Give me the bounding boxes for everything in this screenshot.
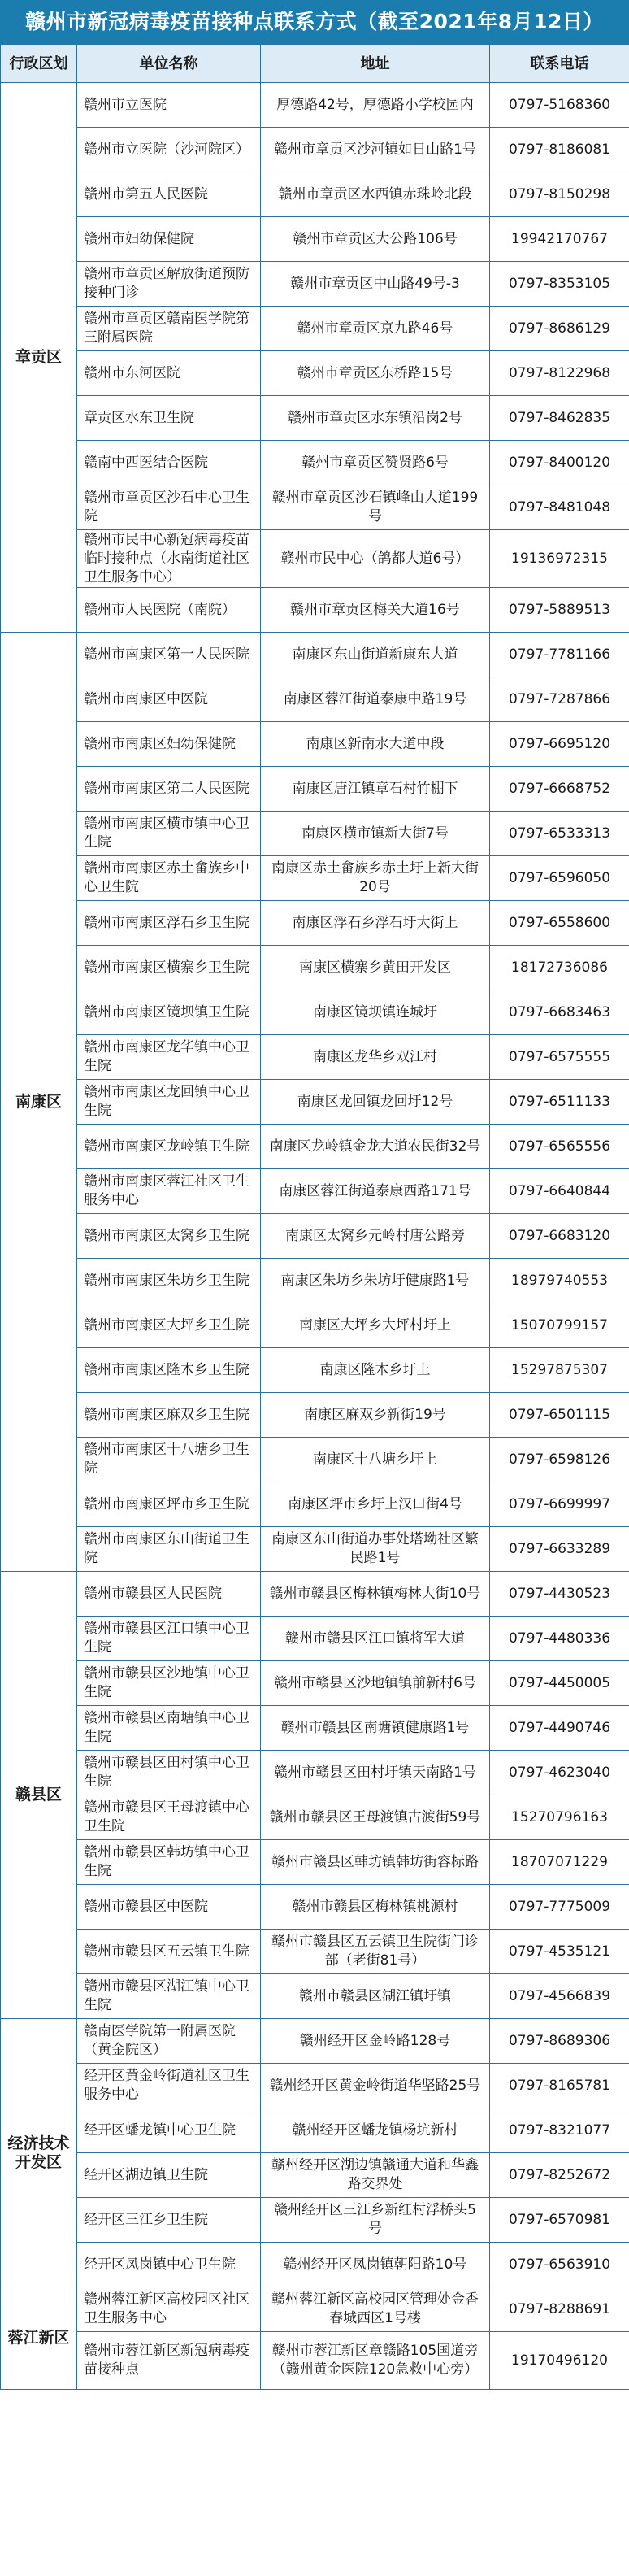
district-cell: 章贡区 xyxy=(1,83,77,633)
phone-cell: 0797-6565556 xyxy=(490,1125,629,1169)
table-row xyxy=(1,990,629,1035)
unit-cell: 赣州市赣县区田村镇中心卫生院 xyxy=(77,1751,261,1795)
unit-cell: 赣州市人民医院（南院） xyxy=(77,588,261,633)
address-cell: 赣州市赣县区王母渡镇古渡街59号 xyxy=(261,1795,490,1840)
table-row xyxy=(1,2108,629,2153)
address-cell: 南康区朱坊乡朱坊圩健康路1号 xyxy=(261,1259,490,1303)
address-cell: 赣州市赣县区田村圩镇天南路1号 xyxy=(261,1751,490,1795)
unit-cell: 赣州市南康区大坪乡卫生院 xyxy=(77,1303,261,1348)
unit-cell: 赣州市南康区太窝乡卫生院 xyxy=(77,1214,261,1259)
address-cell: 赣州市民中心（鸽都大道6号） xyxy=(261,530,490,588)
address-cell: 赣州市章贡区中山路49号-3 xyxy=(261,262,490,307)
address-cell: 赣州市章贡区沙河镇如日山路1号 xyxy=(261,128,490,172)
table-row xyxy=(1,1035,629,1080)
table-row xyxy=(1,262,629,307)
table-row xyxy=(1,2198,629,2243)
phone-cell: 15270796163 xyxy=(490,1795,629,1840)
address-cell: 赣州市章贡区赞贤路6号 xyxy=(261,441,490,485)
unit-cell: 赣州市南康区横市镇中心卫生院 xyxy=(77,812,261,856)
unit-cell: 赣州市赣县区南塘镇中心卫生院 xyxy=(77,1706,261,1751)
table-row xyxy=(1,1751,629,1795)
table-row xyxy=(1,2064,629,2108)
phone-cell: 0797-6575555 xyxy=(490,1035,629,1080)
unit-cell: 赣州市南康区龙回镇中心卫生院 xyxy=(77,1080,261,1125)
table-row xyxy=(1,1169,629,1214)
table-row xyxy=(1,677,629,722)
table-row xyxy=(1,1482,629,1527)
address-cell: 赣州市章贡区京九路46号 xyxy=(261,307,490,351)
column-header-address: 地址 xyxy=(261,45,490,83)
phone-cell: 0797-8150298 xyxy=(490,172,629,217)
unit-cell: 赣州市南康区龙岭镇卫生院 xyxy=(77,1125,261,1169)
table-header-row xyxy=(1,45,629,83)
unit-cell: 赣州市章贡区沙石中心卫生院 xyxy=(77,485,261,530)
phone-cell: 0797-4450005 xyxy=(490,1661,629,1706)
unit-cell: 赣州市章贡区赣南医学院第三附属医院 xyxy=(77,307,261,351)
table-row xyxy=(1,767,629,812)
address-cell: 赣州市章贡区大公路106号 xyxy=(261,217,490,262)
unit-cell: 赣州市南康区麻双乡卫生院 xyxy=(77,1393,261,1438)
district-cell: 经济技术开发区 xyxy=(1,2019,77,2287)
unit-cell: 赣南中西医结合医院 xyxy=(77,441,261,485)
unit-cell: 赣州市赣县区沙地镇中心卫生院 xyxy=(77,1661,261,1706)
phone-cell: 0797-8686129 xyxy=(490,307,629,351)
table-row xyxy=(1,83,629,128)
table-row xyxy=(1,812,629,856)
unit-cell: 赣州市赣县区人民医院 xyxy=(77,1572,261,1617)
phone-cell: 0797-6683120 xyxy=(490,1214,629,1259)
table-row xyxy=(1,1214,629,1259)
address-cell: 赣州经开区黄金岭街道华坚路25号 xyxy=(261,2064,490,2108)
unit-cell: 章贡区水东卫生院 xyxy=(77,396,261,441)
table-row xyxy=(1,1438,629,1482)
phone-cell: 0797-6533313 xyxy=(490,812,629,856)
unit-cell: 赣州市南康区蓉江社区卫生服务中心 xyxy=(77,1169,261,1214)
phone-cell: 0797-4535121 xyxy=(490,1930,629,1974)
unit-cell: 赣州市南康区镜坝镇卫生院 xyxy=(77,990,261,1035)
unit-cell: 赣州市赣县区中医院 xyxy=(77,1885,261,1930)
unit-cell: 赣州市南康区横寨乡卫生院 xyxy=(77,946,261,990)
phone-cell: 0797-6683463 xyxy=(490,990,629,1035)
phone-cell: 0797-6558600 xyxy=(490,901,629,946)
address-cell: 赣州经开区金岭路128号 xyxy=(261,2019,490,2064)
address-cell: 南康区横市镇新大街7号 xyxy=(261,812,490,856)
address-cell: 赣州经开区蟠龙镇杨坑新村 xyxy=(261,2108,490,2153)
unit-cell: 赣州市南康区赤土畲族乡中心卫生院 xyxy=(77,856,261,901)
address-cell: 南康区十八塘乡圩上 xyxy=(261,1438,490,1482)
unit-cell: 赣州市东河医院 xyxy=(77,351,261,396)
unit-cell: 赣州市第五人民医院 xyxy=(77,172,261,217)
unit-cell: 赣州蓉江新区高校园区社区卫生服务中心 xyxy=(77,2287,261,2332)
table-row xyxy=(1,588,629,633)
phone-cell: 0797-4490746 xyxy=(490,1706,629,1751)
unit-cell: 赣州市南康区浮石乡卫生院 xyxy=(77,901,261,946)
address-cell: 赣州市赣县区南塘镇健康路1号 xyxy=(261,1706,490,1751)
address-cell: 赣州经开区湖边镇赣通大道和华鑫路交界处 xyxy=(261,2153,490,2198)
address-cell: 赣州市赣县区梅林镇桃源村 xyxy=(261,1885,490,1930)
phone-cell: 0797-6511133 xyxy=(490,1080,629,1125)
phone-cell: 0797-4623040 xyxy=(490,1751,629,1795)
column-header-unit: 单位名称 xyxy=(77,45,261,83)
table-row xyxy=(1,1885,629,1930)
phone-cell: 0797-6563910 xyxy=(490,2243,629,2287)
table-row xyxy=(1,856,629,901)
vaccination-sites-table xyxy=(0,44,629,2390)
address-cell: 厚德路42号，厚德路小学校园内 xyxy=(261,83,490,128)
address-cell: 赣州市赣县区韩坊镇韩坊街容标路 xyxy=(261,1840,490,1885)
unit-cell: 赣州市民中心新冠病毒疫苗临时接种点（水南街道社区卫生服务中心） xyxy=(77,530,261,588)
address-cell: 南康区镜坝镇连城圩 xyxy=(261,990,490,1035)
phone-cell: 19942170767 xyxy=(490,217,629,262)
unit-cell: 赣州市赣县区江口镇中心卫生院 xyxy=(77,1617,261,1661)
phone-cell: 0797-8400120 xyxy=(490,441,629,485)
address-cell: 南康区横寨乡黄田开发区 xyxy=(261,946,490,990)
address-cell: 南康区太窝乡元岭村唐公路旁 xyxy=(261,1214,490,1259)
table-row xyxy=(1,901,629,946)
table-row xyxy=(1,2019,629,2064)
table-row xyxy=(1,530,629,588)
phone-cell: 0797-4480336 xyxy=(490,1617,629,1661)
unit-cell: 赣州市赣县区王母渡镇中心卫生院 xyxy=(77,1795,261,1840)
address-cell: 赣州经开区三江乡新红村浮桥头5号 xyxy=(261,2198,490,2243)
unit-cell: 赣州市妇幼保健院 xyxy=(77,217,261,262)
table-row xyxy=(1,946,629,990)
table-row xyxy=(1,128,629,172)
address-cell: 南康区东山街道新康东大道 xyxy=(261,633,490,677)
phone-cell: 0797-8122968 xyxy=(490,351,629,396)
phone-cell: 0797-7781166 xyxy=(490,633,629,677)
address-cell: 赣州市赣县区江口镇将军大道 xyxy=(261,1617,490,1661)
address-cell: 南康区赤土畲族乡赤土圩上新大街20号 xyxy=(261,856,490,901)
table-row xyxy=(1,1348,629,1393)
phone-cell: 0797-7775009 xyxy=(490,1885,629,1930)
unit-cell: 赣州市章贡区解放街道预防接种门诊 xyxy=(77,262,261,307)
table-row xyxy=(1,441,629,485)
phone-cell: 0797-7287866 xyxy=(490,677,629,722)
phone-cell: 0797-6596050 xyxy=(490,856,629,901)
unit-cell: 经开区蟠龙镇中心卫生院 xyxy=(77,2108,261,2153)
phone-cell: 0797-8689306 xyxy=(490,2019,629,2064)
address-cell: 南康区龙华乡双江村 xyxy=(261,1035,490,1080)
unit-cell: 经开区黄金岭街道社区卫生服务中心 xyxy=(77,2064,261,2108)
address-cell: 南康区隆木乡圩上 xyxy=(261,1348,490,1393)
table-row xyxy=(1,1527,629,1572)
unit-cell: 赣州市南康区朱坊乡卫生院 xyxy=(77,1259,261,1303)
unit-cell: 赣州市南康区中医院 xyxy=(77,677,261,722)
unit-cell: 赣州市南康区龙华镇中心卫生院 xyxy=(77,1035,261,1080)
table-row xyxy=(1,1795,629,1840)
phone-cell: 0797-8462835 xyxy=(490,396,629,441)
page-title: 赣州市新冠病毒疫苗接种点联系方式（截至2021年8月12日） xyxy=(0,0,629,44)
unit-cell: 赣州市赣县区韩坊镇中心卫生院 xyxy=(77,1840,261,1885)
address-cell: 赣州市赣县区五云镇卫生院街门诊部（老街81号） xyxy=(261,1930,490,1974)
phone-cell: 0797-8353105 xyxy=(490,262,629,307)
address-cell: 赣州市章贡区东桥路15号 xyxy=(261,351,490,396)
phone-cell: 0797-8252672 xyxy=(490,2153,629,2198)
table-row xyxy=(1,633,629,677)
address-cell: 南康区坪市乡圩上汉口街4号 xyxy=(261,1482,490,1527)
address-cell: 南康区蓉江街道泰康西路171号 xyxy=(261,1169,490,1214)
phone-cell: 18707071229 xyxy=(490,1840,629,1885)
address-cell: 赣州市赣县区梅林镇梅林大街10号 xyxy=(261,1572,490,1617)
unit-cell: 赣州市赣县区湖江镇中心卫生院 xyxy=(77,1974,261,2019)
district-cell: 赣县区 xyxy=(1,1572,77,2019)
unit-cell: 经开区凤岗镇中心卫生院 xyxy=(77,2243,261,2287)
address-cell: 南康区新南水大道中段 xyxy=(261,722,490,767)
district-cell: 南康区 xyxy=(1,633,77,1572)
unit-cell: 经开区湖边镇卫生院 xyxy=(77,2153,261,2198)
phone-cell: 0797-6640844 xyxy=(490,1169,629,1214)
table-row xyxy=(1,1259,629,1303)
column-header-district: 行政区划 xyxy=(1,45,77,83)
phone-cell: 18172736086 xyxy=(490,946,629,990)
table-row xyxy=(1,722,629,767)
address-cell: 赣州经开区凤岗镇朝阳路10号 xyxy=(261,2243,490,2287)
address-cell: 南康区麻双乡新街19号 xyxy=(261,1393,490,1438)
phone-cell: 0797-6501115 xyxy=(490,1393,629,1438)
table-row xyxy=(1,1303,629,1348)
address-cell: 南康区蓉江街道泰康中路19号 xyxy=(261,677,490,722)
phone-cell: 0797-4430523 xyxy=(490,1572,629,1617)
address-cell: 南康区龙岭镇金龙大道农民街32号 xyxy=(261,1125,490,1169)
address-cell: 南康区大坪乡大坪村圩上 xyxy=(261,1303,490,1348)
address-cell: 赣州市章贡区梅关大道16号 xyxy=(261,588,490,633)
unit-cell: 赣州市立医院（沙河院区） xyxy=(77,128,261,172)
table-row xyxy=(1,1706,629,1751)
phone-cell: 0797-6598126 xyxy=(490,1438,629,1482)
phone-cell: 0797-5168360 xyxy=(490,83,629,128)
table-row xyxy=(1,1572,629,1617)
address-cell: 南康区唐江镇章石村竹棚下 xyxy=(261,767,490,812)
table-row xyxy=(1,1974,629,2019)
table-row xyxy=(1,307,629,351)
unit-cell: 经开区三江乡卫生院 xyxy=(77,2198,261,2243)
phone-cell: 0797-8165781 xyxy=(490,2064,629,2108)
address-cell: 赣州蓉江新区高校园区管理处金香春城西区1号楼 xyxy=(261,2287,490,2332)
unit-cell: 赣州市南康区第一人民医院 xyxy=(77,633,261,677)
table-row xyxy=(1,2153,629,2198)
phone-cell: 0797-6699997 xyxy=(490,1482,629,1527)
address-cell: 南康区龙回镇龙回圩12号 xyxy=(261,1080,490,1125)
table-row xyxy=(1,1617,629,1661)
phone-cell: 18979740553 xyxy=(490,1259,629,1303)
phone-cell: 0797-8186081 xyxy=(490,128,629,172)
table-row xyxy=(1,396,629,441)
phone-cell: 19136972315 xyxy=(490,530,629,588)
unit-cell: 赣州市南康区妇幼保健院 xyxy=(77,722,261,767)
district-cell: 蓉江新区 xyxy=(1,2287,77,2390)
unit-cell: 赣州市蓉江新区新冠病毒疫苗接种点 xyxy=(77,2332,261,2390)
table-row xyxy=(1,2243,629,2287)
phone-cell: 19170496120 xyxy=(490,2332,629,2390)
table-row xyxy=(1,217,629,262)
unit-cell: 赣州市赣县区五云镇卫生院 xyxy=(77,1930,261,1974)
table-row xyxy=(1,485,629,530)
address-cell: 赣州市赣县区湖江镇圩镇 xyxy=(261,1974,490,2019)
table-row xyxy=(1,1661,629,1706)
table-row xyxy=(1,2332,629,2390)
phone-cell: 0797-4566839 xyxy=(490,1974,629,2019)
address-cell: 赣州市蓉江新区章赣路105国道旁（赣州黄金医院120急救中心旁） xyxy=(261,2332,490,2390)
unit-cell: 赣州市南康区东山街道卫生院 xyxy=(77,1527,261,1572)
phone-cell: 0797-8321077 xyxy=(490,2108,629,2153)
table-row xyxy=(1,1930,629,1974)
address-cell: 赣州市章贡区水东镇沿岗2号 xyxy=(261,396,490,441)
unit-cell: 赣南医学院第一附属医院（黄金院区） xyxy=(77,2019,261,2064)
table-row xyxy=(1,1393,629,1438)
address-cell: 赣州市赣县区沙地镇镇前新村6号 xyxy=(261,1661,490,1706)
phone-cell: 0797-6668752 xyxy=(490,767,629,812)
table-row xyxy=(1,172,629,217)
phone-cell: 0797-6633289 xyxy=(490,1527,629,1572)
phone-cell: 0797-6570981 xyxy=(490,2198,629,2243)
table-row xyxy=(1,1080,629,1125)
unit-cell: 赣州市立医院 xyxy=(77,83,261,128)
table-body xyxy=(1,83,629,2390)
address-cell: 南康区浮石乡浮石圩大街上 xyxy=(261,901,490,946)
address-cell: 南康区东山街道办事处塔坳社区繁民路1号 xyxy=(261,1527,490,1572)
phone-cell: 0797-6695120 xyxy=(490,722,629,767)
unit-cell: 赣州市南康区第二人民医院 xyxy=(77,767,261,812)
phone-cell: 15070799157 xyxy=(490,1303,629,1348)
phone-cell: 15297875307 xyxy=(490,1348,629,1393)
column-header-phone: 联系电话 xyxy=(490,45,629,83)
table-row xyxy=(1,2287,629,2332)
address-cell: 赣州市章贡区水西镇赤珠岭北段 xyxy=(261,172,490,217)
table-row xyxy=(1,1125,629,1169)
phone-cell: 0797-8481048 xyxy=(490,485,629,530)
phone-cell: 0797-8288691 xyxy=(490,2287,629,2332)
unit-cell: 赣州市南康区隆木乡卫生院 xyxy=(77,1348,261,1393)
phone-cell: 0797-5889513 xyxy=(490,588,629,633)
table-row xyxy=(1,351,629,396)
unit-cell: 赣州市南康区坪市乡卫生院 xyxy=(77,1482,261,1527)
table-row xyxy=(1,1840,629,1885)
unit-cell: 赣州市南康区十八塘乡卫生院 xyxy=(77,1438,261,1482)
address-cell: 赣州市章贡区沙石镇峰山大道199号 xyxy=(261,485,490,530)
